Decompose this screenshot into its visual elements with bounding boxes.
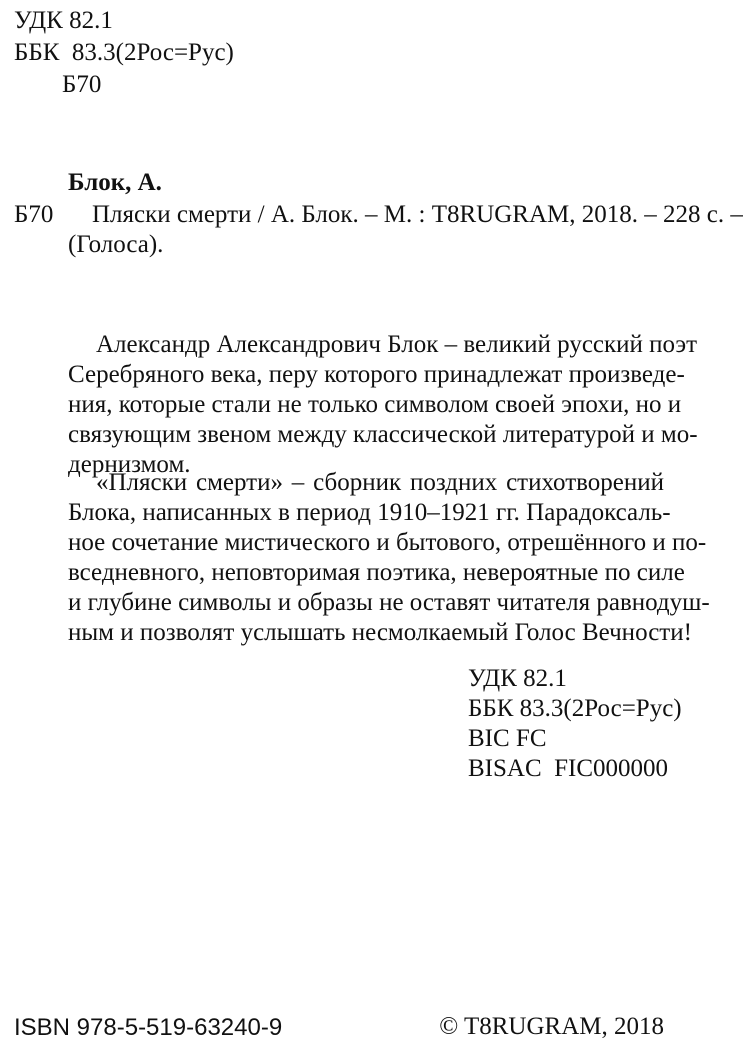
annotation-line: Серебряного века, перу которого принадлежат произведе- xyxy=(68,361,685,388)
copyright-notice: © T8RUGRAM, 2018 xyxy=(439,1013,664,1040)
udk-code-top: УДК 82.1 xyxy=(14,7,113,34)
annotation-line: ное сочетание мистического и бытового, отрешённого и по- xyxy=(68,529,707,556)
bibliographic-description-line-1: Пляски смерти / А. Блок. – М. : T8RUGRAM, 2018. – 228 с. – xyxy=(92,201,743,228)
annotation-line: связующим звеном между классической литературой и мо- xyxy=(68,421,698,448)
bbk-code-top: ББК 83.3(2Рос=Рус) xyxy=(14,39,234,66)
bibliographic-description-line-2: (Голоса). xyxy=(68,231,164,258)
annotation-line: дернизмом. xyxy=(68,451,191,478)
annotation-paragraph-1 xyxy=(68,330,698,480)
bic-code: BIC FC xyxy=(468,725,547,752)
classification-block-bottom xyxy=(468,664,682,784)
author-sign-top: Б70 xyxy=(62,71,102,98)
annotation-line: и глубине символы и образы не оставят читателя равнодуш- xyxy=(68,589,710,616)
bisac-code: BISAC FIC000000 xyxy=(468,755,669,782)
annotation-line: Александр Александрович Блок – великий русский поэт xyxy=(96,331,698,358)
annotation-paragraph-2 xyxy=(68,468,710,648)
udk-code-bottom: УДК 82.1 xyxy=(468,665,567,692)
isbn-number: ISBN 978-5-519-63240-9 xyxy=(14,1014,283,1041)
bbk-code-bottom: ББК 83.3(2Рос=Рус) xyxy=(468,695,682,722)
annotation-line: Блока, написанных в период 1910–1921 гг. Парадоксаль- xyxy=(68,499,671,526)
annotation-line: ным и позволят услышать несмолкаемый Голос Вечности! xyxy=(68,619,692,646)
annotation-line: вседневного, неповторимая поэтика, невероятные по силе xyxy=(68,559,685,586)
annotation-line: «Пляски смерти» – сборник поздних стихотворений xyxy=(96,469,664,496)
author-sign-record: Б70 xyxy=(14,201,54,228)
annotation-line: ния, которые стали не только символом своей эпохи, но и xyxy=(68,391,682,418)
author-heading: Блок, А. xyxy=(68,169,162,196)
